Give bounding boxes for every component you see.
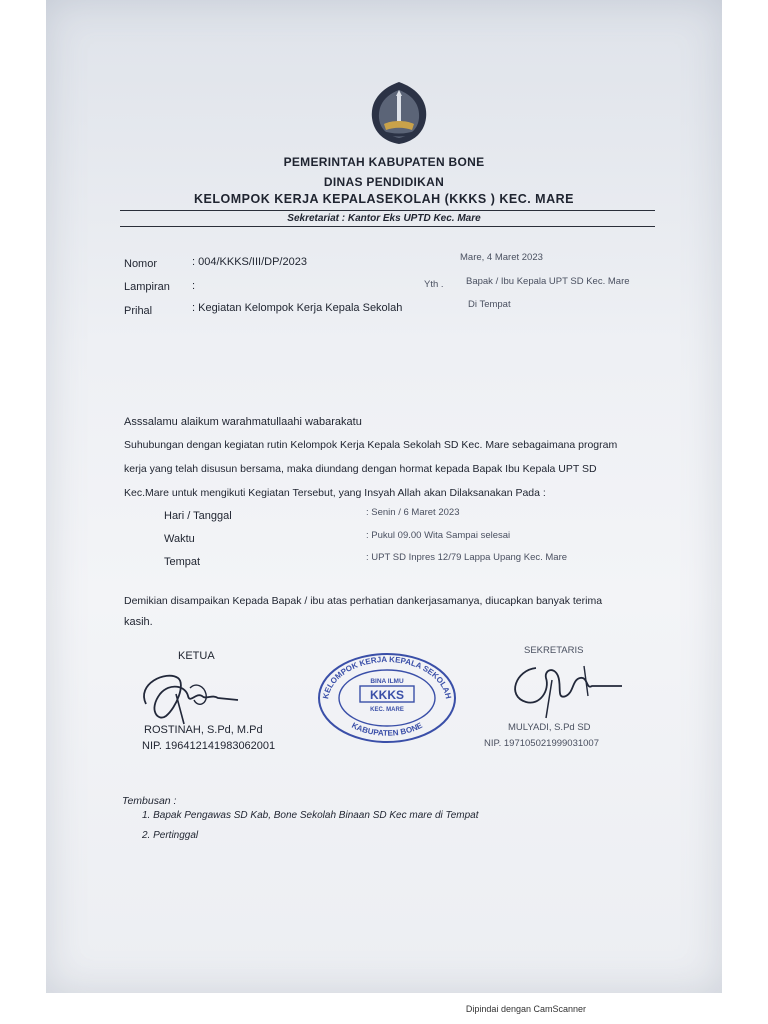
lampiran-value: : <box>192 280 196 292</box>
closing-line-2: kasih. <box>124 616 153 628</box>
stamp-top-text: KELOMPOK KERJA KEPALA SEKOLAH <box>321 654 453 700</box>
recipient-place: Di Tempat <box>468 299 511 310</box>
prihal-value: : Kegiatan Kelompok Kerja Kepala Sekolah <box>192 302 403 314</box>
sekretaris-signature-icon <box>496 656 626 720</box>
closing-line-1: Demikian disampaikan Kepada Bapak / ibu atas perhatian dankerjasamanya, diucapkan banyak terima <box>124 595 603 607</box>
kkks-stamp-icon <box>314 650 460 746</box>
waktu-value: : Pukul 09.00 Wita Sampai selesai <box>366 530 511 541</box>
nomor-label: Nomor <box>124 258 158 270</box>
greeting: Asssalamu alaikum warahmatullaahi wabarakatu <box>124 416 362 428</box>
sekretaris-nip: NIP. 197105021999031007 <box>484 738 599 749</box>
header-divider-top <box>120 210 655 211</box>
letter-paper <box>46 0 722 993</box>
header-divider-bottom <box>120 226 655 227</box>
header-organization: KELOMPOK KERJA KEPALASEKOLAH (KKKS ) KEC. MARE <box>194 192 574 206</box>
tempat-value: : UPT SD Inpres 12/79 Lappa Upang Kec. Mare <box>366 552 568 563</box>
stamp-sub: KEC. MARE <box>370 707 404 713</box>
paragraph-line-2: kerja yang telah disusun bersama, maka diundang dengan hormat kepada Bapak Ibu Kepala UPT SD <box>124 463 597 475</box>
svg-text:KABUPATEN BONE <box>350 720 424 737</box>
lampiran-label: Lampiran <box>124 281 170 293</box>
tembusan-title: Tembusan : <box>122 795 177 807</box>
prihal-label: Prihal <box>124 305 153 317</box>
letter-date: Mare, 4 Maret 2023 <box>460 252 543 263</box>
hari-label: Hari / Tanggal <box>164 510 232 522</box>
header-government: PEMERINTAH KABUPATEN BONE <box>283 155 485 169</box>
tembusan-item-2: 2. Pertinggal <box>142 830 199 841</box>
ketua-nip: NIP. 196412141983062001 <box>142 740 276 752</box>
paragraph-line-3: Kec.Mare untuk mengikuti Kegiatan Tersebut, yang Insyah Allah akan Dilaksanakan Pada : <box>124 487 546 499</box>
tembusan-item-1: 1. Bapak Pengawas SD Kab, Bone Sekolah Binaan SD Kec mare di Tempat <box>142 810 479 821</box>
stamp-bottom-text: KABUPATEN BONE <box>350 720 424 738</box>
recipient: Bapak / Ibu Kepala UPT SD Kec. Mare <box>466 276 630 287</box>
stamp-motto: BINA ILMU <box>370 678 404 685</box>
tempat-label: Tempat <box>164 556 201 568</box>
regency-crest-icon <box>364 78 434 148</box>
hari-value: : Senin / 6 Maret 2023 <box>366 507 460 518</box>
waktu-label: Waktu <box>164 533 195 545</box>
scanner-footer: Dipindai dengan CamScanner <box>465 1004 586 1014</box>
ketua-name: ROSTINAH, S.Pd, M.Pd <box>144 724 263 736</box>
yth-label: Yth . <box>424 279 444 290</box>
nomor-value: : 004/KKKS/III/DP/2023 <box>192 256 307 268</box>
header-department: DINAS PENDIDIKAN <box>323 175 445 189</box>
paragraph-line-1: Suhubungan dengan kegiatan rutin Kelompok Kerja Kepala Sekolah SD Kec. Mare sebagaimana program <box>124 439 618 451</box>
stamp-center: KKKS <box>369 688 405 702</box>
sekretaris-name: MULYADI, S.Pd SD <box>508 722 591 733</box>
sekretaris-title: SEKRETARIS <box>524 645 584 656</box>
ketua-title: KETUA <box>178 650 215 662</box>
header-secretariat: Sekretariat : Kantor Eks UPTD Kec. Mare <box>287 213 481 224</box>
